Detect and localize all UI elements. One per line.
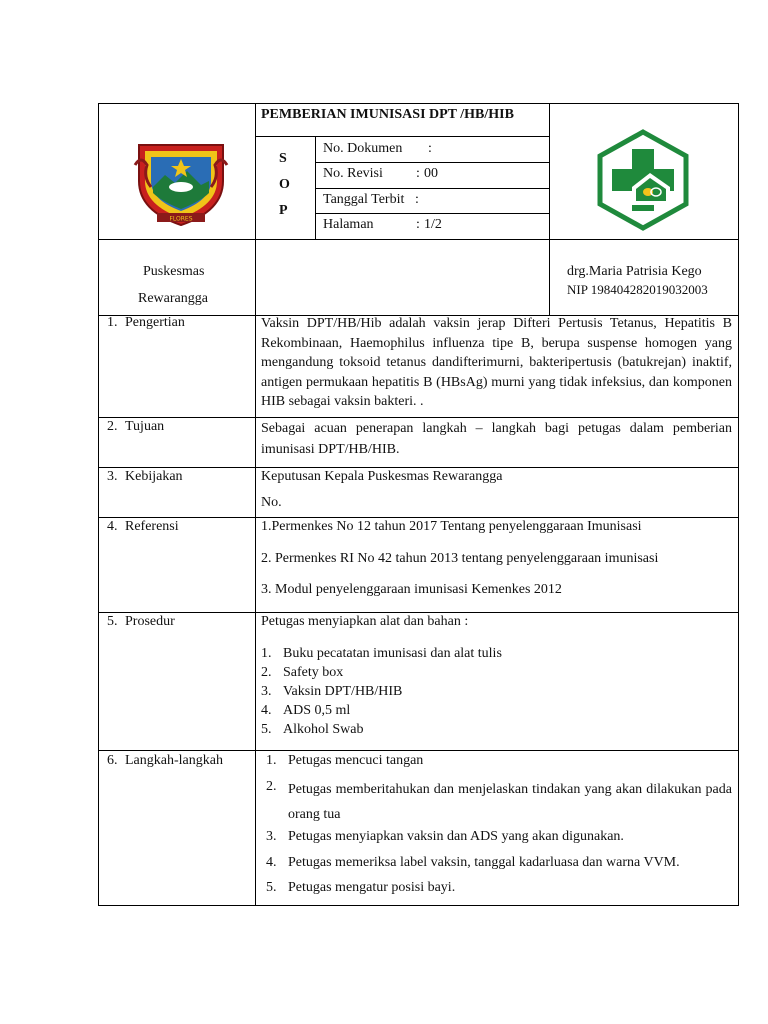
- section-3-label: Kebijakan: [125, 469, 183, 484]
- langkah-item-number: 1.: [266, 753, 277, 768]
- langkah-item-number: 3.: [266, 829, 277, 844]
- halaman-label: Halaman: [323, 217, 374, 232]
- langkah-item-text: Petugas mencuci tangan: [288, 753, 424, 768]
- no-dokumen-label: No. Dokumen: [323, 141, 403, 156]
- section-3-number: 3.: [107, 469, 118, 484]
- section-5-number: 5.: [107, 614, 118, 629]
- kebijakan-line2: No.: [261, 495, 282, 510]
- section-1-label: Pengertian: [125, 315, 185, 330]
- prosedur-item-text: Alkohol Swab: [283, 722, 364, 737]
- referensi-item-1: 1.Permenkes No 12 tahun 2017 Tentang penyelenggaraan Imunisasi: [261, 519, 642, 534]
- prosedur-item-text: ADS 0,5 ml: [283, 703, 351, 718]
- prosedur-item-text: Vaksin DPT/HB/HIB: [283, 684, 403, 699]
- referensi-item-2: 2. Permenkes RI No 42 tahun 2013 tentang penyelenggaraan imunisasi: [261, 551, 659, 566]
- langkah-item-number: 2.: [266, 779, 277, 794]
- prosedur-item-text: Buku pecatatan imunisasi dan alat tulis: [283, 646, 502, 661]
- prosedur-item-number: 2.: [261, 665, 272, 680]
- langkah-item-number: 5.: [266, 880, 277, 895]
- kebijakan-line1: Keputusan Kepala Puskesmas Rewarangga: [261, 469, 503, 484]
- no-revisi-label: No. Revisi: [323, 166, 383, 181]
- header-bottom-line: [98, 239, 739, 240]
- section-2-number: 2.: [107, 419, 118, 434]
- section-4-number: 4.: [107, 519, 118, 534]
- no-dokumen-sep: :: [428, 141, 432, 156]
- referensi-item-3: 3. Modul penyelenggaraan imunisasi Kemenkes 2012: [261, 582, 562, 597]
- org-name-line1: Puskesmas: [143, 264, 205, 279]
- header-right-divider: [549, 103, 550, 316]
- document-title: PEMBERIAN IMUNISASI DPT /HB/HIB: [261, 107, 514, 122]
- tanggal-terbit-sep: :: [415, 192, 419, 207]
- langkah-item-text: Petugas memberitahukan dan menjelaskan tindakan yang akan dilakukan pada orang tua: [288, 782, 732, 822]
- border-bottom: [98, 905, 739, 906]
- halaman-value: 1/2: [424, 217, 442, 232]
- emblem-banner-text: FLORES: [169, 215, 193, 223]
- tanggal-terbit-label: Tanggal Terbit: [323, 192, 405, 207]
- section-6-number: 6.: [107, 753, 118, 768]
- section-6-label: Langkah-langkah: [125, 753, 223, 768]
- prosedur-item-number: 5.: [261, 722, 272, 737]
- section-2-label: Tujuan: [125, 419, 165, 434]
- prosedur-intro: Petugas menyiapkan alat dan bahan :: [261, 614, 469, 629]
- puskesmas-health-logo: [592, 129, 694, 231]
- sop-letter-p: P: [279, 203, 288, 218]
- row-line-1: [315, 162, 550, 163]
- border-right: [738, 103, 739, 906]
- border-top: [98, 103, 739, 104]
- tujuan-text: Sebagai acuan penerapan langkah – langkah bagi petugas dalam pemberian imunisasi DPT/HB/HIB.: [261, 421, 732, 457]
- org-name-line2: Rewarangga: [138, 291, 208, 306]
- head-nip: NIP 198404282019032003: [567, 282, 708, 297]
- row-line-2: [315, 188, 550, 189]
- section-5-label: Prosedur: [125, 614, 175, 629]
- section-4-label: Referensi: [125, 519, 179, 534]
- section-1-number: 1.: [107, 315, 118, 330]
- head-name: drg.Maria Patrisia Kego: [567, 264, 702, 279]
- no-revisi-value: 00: [424, 166, 438, 181]
- label-column-divider: [255, 103, 256, 906]
- pengertian-text: Vaksin DPT/HB/Hib adalah vaksin jerap Difteri Pertusis Tetanus, Hepatitis B Rekombinaan, Haemophilus influenza tipe B, berupa suspense homogen yang mengandung toksoid tetanus dandifterimurni, bakteripertusis (batukrejan) inaktif, antigen permukaan hepatitis B (HBsAg) murni yang tidak infeksius, dan komponen HIB sebagai vaksin bakteri. .: [261, 316, 732, 409]
- row-line-3: [315, 213, 550, 214]
- prosedur-item-text: Safety box: [283, 665, 344, 680]
- sop-document: [98, 103, 739, 906]
- prosedur-item-number: 3.: [261, 684, 272, 699]
- halaman-sep: :: [416, 217, 420, 232]
- prosedur-item-number: 1.: [261, 646, 272, 661]
- sop-letter-s: S: [279, 151, 287, 166]
- no-revisi-sep: :: [416, 166, 420, 181]
- langkah-item-text: Petugas menyiapkan vaksin dan ADS yang akan digunakan.: [288, 829, 624, 844]
- border-left: [98, 103, 99, 906]
- langkah-item-text: Petugas memeriksa label vaksin, tanggal kadarluasa dan warna VVM.: [288, 855, 680, 870]
- langkah-item-text: Petugas mengatur posisi bayi.: [288, 880, 456, 895]
- prosedur-item-number: 4.: [261, 703, 272, 718]
- regency-emblem-logo: [131, 135, 231, 227]
- langkah-item-number: 4.: [266, 855, 277, 870]
- title-underline: [255, 136, 550, 137]
- sop-letter-o: O: [279, 177, 290, 192]
